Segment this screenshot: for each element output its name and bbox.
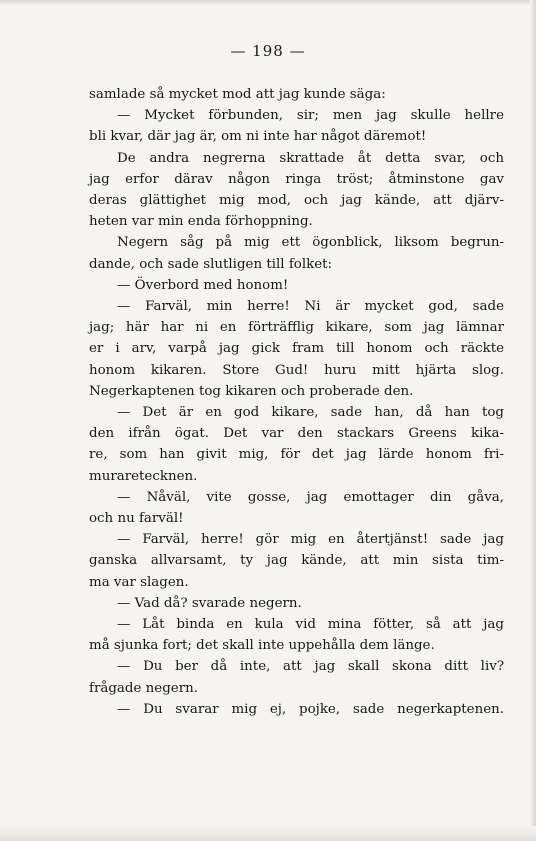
text-line: — Överbord med honom!	[117, 277, 289, 293]
text-line: — Mycket förbunden, sir; men jag skulle hellre	[117, 108, 504, 124]
text-line: — Det är en god kikare, sade han, då han tog	[117, 405, 504, 421]
text-line: — Låt binda en kula vid mina fötter, så att jag	[117, 617, 504, 633]
text-line: er i arv, varpå jag gick fram till honom och räckte	[89, 341, 504, 357]
text-line: Negern såg på mig ett ögonblick, liksom begrun-	[117, 235, 504, 251]
text-line: ganska allvarsamt, ty jag kände, att min sista tim-	[89, 553, 504, 569]
text-line: må sjunka fort; det skall inte uppehålla dem länge.	[89, 638, 435, 654]
text-line: frågade negern.	[89, 680, 198, 696]
page-right-edge	[530, 0, 536, 841]
text-line: heten var min enda förhoppning.	[89, 214, 313, 230]
text-line: — Farväl, herre! gör mig en återtjänst! sade jag	[117, 532, 504, 548]
text-line: Negerkaptenen tog kikaren och proberade den.	[89, 383, 414, 399]
text-line: — Nåväl, vite gosse, jag emottager din gåva,	[117, 489, 504, 505]
page-top-edge	[0, 0, 536, 6]
text-line: — Vad då? svarade negern.	[117, 595, 302, 611]
text-line: honom kikaren. Store Gud! huru mitt hjärta slog.	[89, 362, 504, 378]
text-line: — Du ber då inte, att jag skall skona ditt liv?	[117, 659, 504, 675]
page-bottom-edge	[0, 826, 536, 841]
text-line: De andra negrerna skrattade åt detta svar, och	[117, 150, 504, 166]
text-line: muraretecknen.	[89, 468, 198, 484]
text-line: jag; här har ni en förträfflig kikare, som jag lämnar	[89, 320, 504, 336]
text-line: och nu farväl!	[89, 511, 184, 527]
text-line: — Du svarar mig ej, pojke, sade negerkaptenen.	[117, 701, 504, 717]
text-line: deras glättighet mig mod, och jag kände, att djärv-	[89, 193, 504, 209]
text-line: dande, och sade slutligen till folket:	[89, 256, 333, 272]
text-line: den ifrån ögat. Det var den stackars Greens kika-	[89, 426, 504, 442]
text-line: bli kvar, där jag är, om ni inte har något däremot!	[89, 129, 427, 145]
text-line: jag erfor därav någon ringa tröst; åtminstone gav	[89, 171, 504, 187]
body-text	[89, 84, 504, 720]
page-number: — 198 —	[230, 42, 306, 60]
text-line: ma var slagen.	[89, 574, 189, 590]
text-line: re, som han givit mig, för det jag lärde honom fri-	[89, 447, 504, 463]
text-line: — Farväl, min herre! Ni är mycket god, sade	[117, 299, 504, 315]
text-line: samlade så mycket mod att jag kunde säga:	[89, 87, 386, 102]
